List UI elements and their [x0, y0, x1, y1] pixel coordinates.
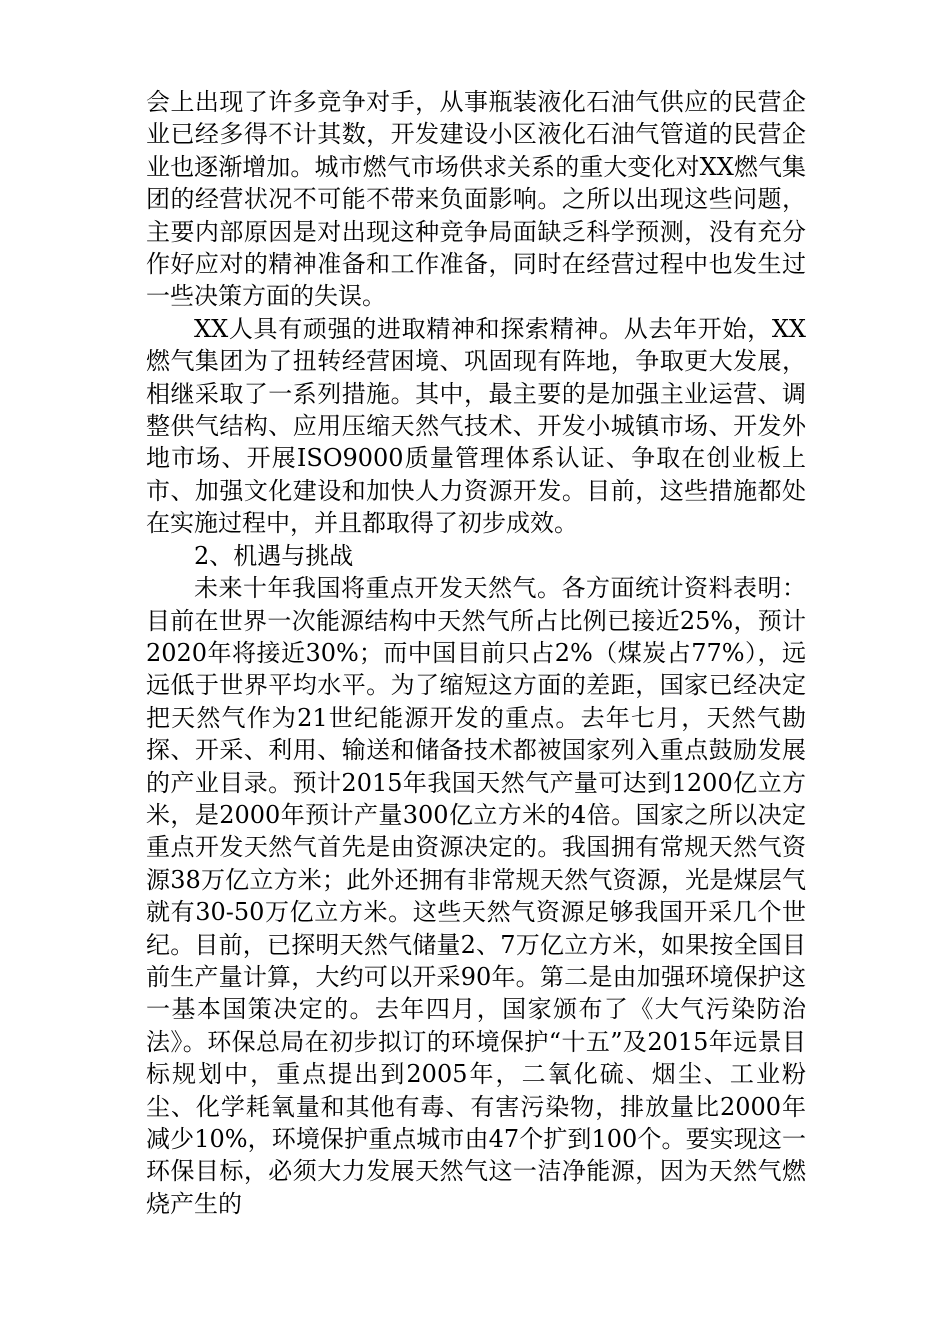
document-body	[146, 86, 806, 1220]
section-heading: 2、机遇与挑战	[194, 541, 354, 570]
paragraph-continued: 会上出现了许多竞争对手，从事瓶装液化石油气供应的民营企业已经多得不计其数，开发建设小区液化石油气管道的民营企业也逐渐增加。城市燃气市场供求关系的重大变化对XX燃气集团的经营状况不可能不带来负面影响。之所以出现这些问题，主要内部原因是对出现这种竞争局面缺乏科学预测，没有充分作好应对的精神准备和工作准备，同时在经营过程中也发生过一些决策方面的失误。	[146, 88, 806, 311]
paragraph-opportunity: 未来十年我国将重点开发天然气。各方面统计资料表明：目前在世界一次能源结构中天然气所占比例已接近25%，预计2020年将接近30%；而中国目前只占2%（煤炭占77%），远远低于世界平均水平。为了缩短这方面的差距，国家已经决定把天然气作为21世纪能源开发的重点。去年七月，天然气勘探、开采、利用、输送和储备技术都被国家列入重点鼓励发展的产业目录。预计2015年我国天然气产量可达到1200亿立方米，是2000年预计产量300亿立方米的4倍。国家之所以决定重点开发天然气首先是由资源决定的。我国拥有常规天然气资源38万亿立方米；此外还拥有非常规天然气资源，光是煤层气就有30-50万亿立方米。这些天然气资源足够我国开采几个世纪。目前，已探明天然气储量2、7万亿立方米，如果按全国目前生产量计算，大约可以开采90年。第二是由加强环境保护这一基本国策决定的。去年四月，国家颁布了《大气污染防治法》。环保总局在初步拟订的环境保护“十五”及2015年远景目标规划中，重点提出到2005年，二氧化硫、烟尘、工业粉尘、化学耗氧量和其他有毒、有害污染物，排放量比2000年减少10%，环境保护重点城市由47个扩到100个。要实现这一环保目标，必须大力发展天然气这一洁净能源，因为天然气燃烧产生的	[146, 574, 806, 1218]
paragraph-measures: XX人具有顽强的进取精神和探索精神。从去年开始，XX燃气集团为了扭转经营困境、巩固现有阵地，争取更大发展，相继采取了一系列措施。其中，最主要的是加强主业运营、调整供气结构、应用压缩天然气技术、开发小城镇市场、开发外地市场、开展ISO9000质量管理体系认证、争取在创业板上市、加强文化建设和加快人力资源开发。目前，这些措施都处在实施过程中，并且都取得了初步成效。	[146, 314, 806, 538]
